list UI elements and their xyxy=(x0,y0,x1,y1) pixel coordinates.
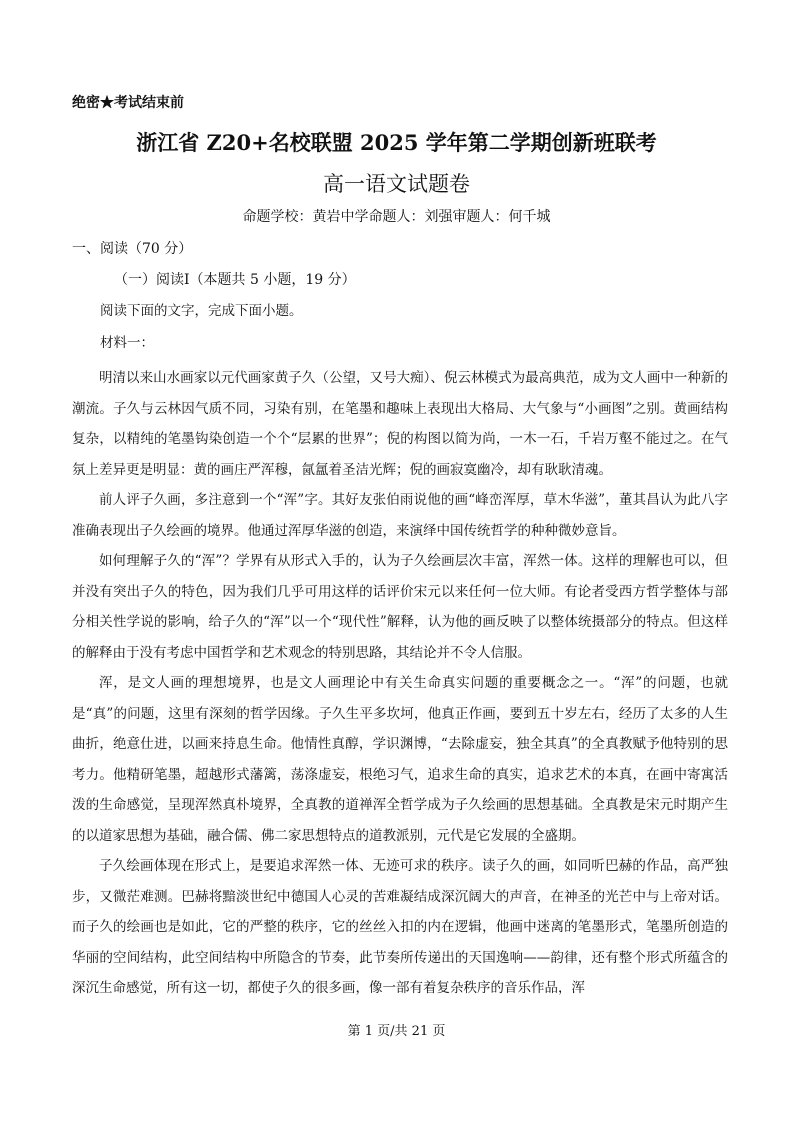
paragraph: 子久绘画体现在形式上，是要追求浑然一体、无迹可求的秩序。读子久的画，如同听巴赫的作品，高严独步，又微茫难测。巴赫将黯淡世纪中德国人心灵的苦难凝结成深沉阔大的声音，在神圣的光芒中与上帝对话。而子久的绘画也是如此，它的严整的秩序，它的丝丝入扣的内在逻辑，他画中迷离的笔墨形式，笔墨所创造的华丽的空间结构，此空间结构中所隐含的节奏，此节奏所传递出的天国逸响——韵律，还有整个形式所蕴含的深沉生命感觉，所有这一切，都使子久的很多画，像一部有着复杂秩序的音乐作品，浑 xyxy=(72,858,728,996)
paragraph: 明清以来山水画家以元代画家黄子久（公望，又号大痴）、倪云林模式为最高典范，成为文人画中一种新的潮流。子久与云林因气质不同，习染有别，在笔墨和趣味上表现出大格局、大气象与“小画图”之别。黄画结构复杂，以精纯的笔墨钩染创造一个个“层累的世界”；倪的构图以简为尚，一木一石，千岩万壑不能过之。在气氛上差异更是明显：黄的画庄严浑穆，氤氲着圣洁光辉；倪的画寂寞幽冷，却有耿耿清魂。 xyxy=(72,370,728,478)
paragraph: 前人评子久画，多注意到一个“浑”字。其好友张伯雨说他的画“峰峦浑厚，草木华滋”，董其昌认为此八字准确表现出子久绘画的境界。他通过浑厚华滋的创造，来演绎中国传统哲学的种种微妙意旨。 xyxy=(72,492,728,539)
exam-title: 浙江省 Z20+名校联盟 2025 学年第二学期创新班联考 xyxy=(136,130,657,155)
page-number: 第 1 页/共 21 页 xyxy=(347,1024,446,1039)
reading-passage xyxy=(72,363,728,1004)
paragraph: 如何理解子久的“浑”？学界有从形式入手的，认为子久绘画层次丰富，浑然一体。这样的理解也可以，但并没有突出子久的特色，因为我们几乎可用这样的话评价宋元以来任何一位大师。有论者受西方哲学整体与部分相关性学说的影响，给子久的“浑”以一个“现代性”解释，认为他的画反映了以整体统摄部分的特点。但这样的解释由于没有考虑中国哲学和艺术观念的特别思路，其结论并不令人信服。 xyxy=(72,553,728,661)
paragraph: 浑，是文人画的理想境界，也是文人画理论中有关生命真实问题的重要概念之一。“浑”的问题，也就是“真”的问题，这里有深刻的哲学因缘。子久生平多坎坷，他真正作画，要到五十岁左右，经历了太多的人生曲折，绝意仕进，以画来持息生命。他情性真醇，学识渊博，“去除虚妄，独全其真”的全真教赋予他特别的思考力。他精研笔墨，超越形式藩篱，荡涤虚妄，根绝习气，追求生命的真实，追求艺术的本真，在画中寄寓活泼的生命感觉，呈现浑然真朴境界，全真教的道禅浑全哲学成为子久绘画的思想基础。全真教是宋元时期产生的以道家思想为基础，融合儒、佛二家思想特点的道教派别，元代是它发展的全盛期。 xyxy=(72,675,728,844)
instruction-text: 阅读下面的文字，完成下面小题。 xyxy=(100,303,303,319)
confidential-label: 绝密★考试结束前 xyxy=(72,95,184,111)
author-info: 命题学校：黄岩中学命题人：刘强审题人：何千城 xyxy=(242,209,551,225)
subsection-heading: （一）阅读Ⅰ（本题共 5 小题，19 分） xyxy=(114,272,356,288)
section-heading: 一、阅读（70 分） xyxy=(72,241,193,257)
material-label: 材料一： xyxy=(100,335,154,351)
exam-subtitle: 高一语文试题卷 xyxy=(323,172,470,196)
